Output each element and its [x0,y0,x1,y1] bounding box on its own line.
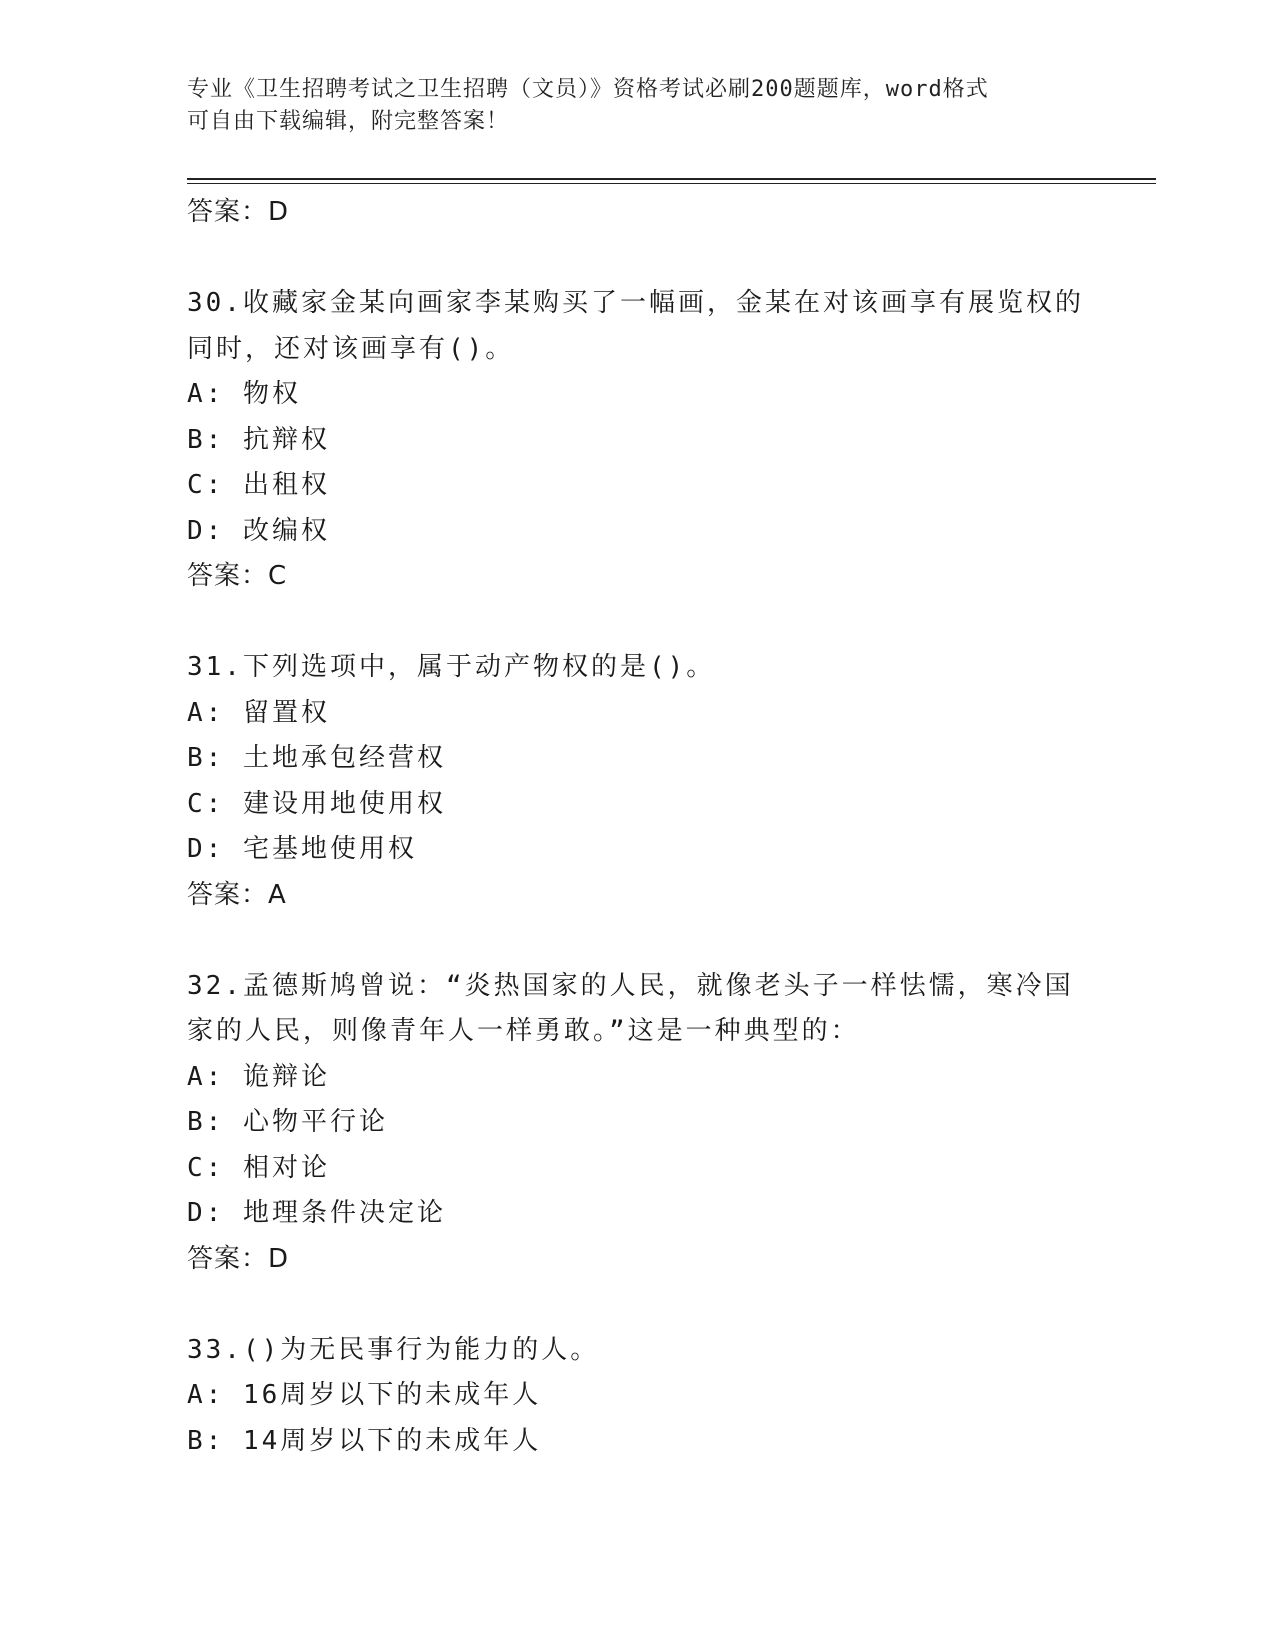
question-31 [187,645,1087,918]
question-32-stem-line-1: 32.孟德斯鸠曾说：“炎热国家的人民，就像老头子一样怯懦，寒冷国 [187,970,1074,1001]
question-31-stem: 31.下列选项中，属于动产物权的是()。 [187,652,716,682]
question-30-option-c: C: 出租权 [187,470,330,500]
question-32-option-c: C: 相对论 [187,1152,330,1183]
spacer [187,236,1087,282]
question-33-option-a: A: 16周岁以下的未成年人 [187,1380,542,1410]
question-30-answer: 答案：C [187,561,288,591]
question-32-option-b: B: 心物平行论 [187,1107,388,1137]
question-31-option-c: C: 建设用地使用权 [187,788,446,819]
question-31-option-a: A: 留置权 [187,697,330,728]
spacer [187,918,1087,964]
header-line-1: 专业《卫生招聘考试之卫生招聘（文员）》资格考试必刷200题题库，word格式 [187,77,989,102]
question-32 [187,964,1087,1283]
question-33-stem: 33.()为无民事行为能力的人。 [187,1334,600,1365]
question-31-option-b: B: 土地承包经营权 [187,743,446,773]
question-30-stem-line-1: 30.收藏家金某向画家李某购买了一幅画，金某在对该画享有展览权的 [187,288,1084,318]
question-30 [187,281,1087,600]
spacer [187,600,1087,646]
spacer [187,1282,1087,1328]
question-30-option-d: D: 改编权 [187,515,330,546]
header-rule-thin [187,183,1156,184]
document-header [187,74,1087,138]
header-rule-thick [187,178,1156,180]
header-line-2: 可自由下载编辑，附完整答案！ [187,109,510,134]
question-32-answer: 答案：D [187,1243,290,1274]
question-32-stem-line-2: 家的人民，则像青年人一样勇敢。”这是一种典型的： [187,1016,860,1046]
question-30-option-b: B: 抗辩权 [187,424,330,455]
question-31-answer: 答案：A [187,879,287,910]
question-32-option-d: D: 地理条件决定论 [187,1198,446,1228]
question-30-option-a: A: 物权 [187,379,301,409]
question-30-stem-line-2: 同时，还对该画享有()。 [187,333,515,364]
question-list [187,190,1087,1464]
question-31-option-d: D: 宅基地使用权 [187,834,417,864]
question-33 [187,1328,1087,1465]
question-33-option-b: B: 14周岁以下的未成年人 [187,1425,542,1456]
previous-answer: 答案：D [187,197,290,227]
question-32-option-a: A: 诡辩论 [187,1061,330,1092]
